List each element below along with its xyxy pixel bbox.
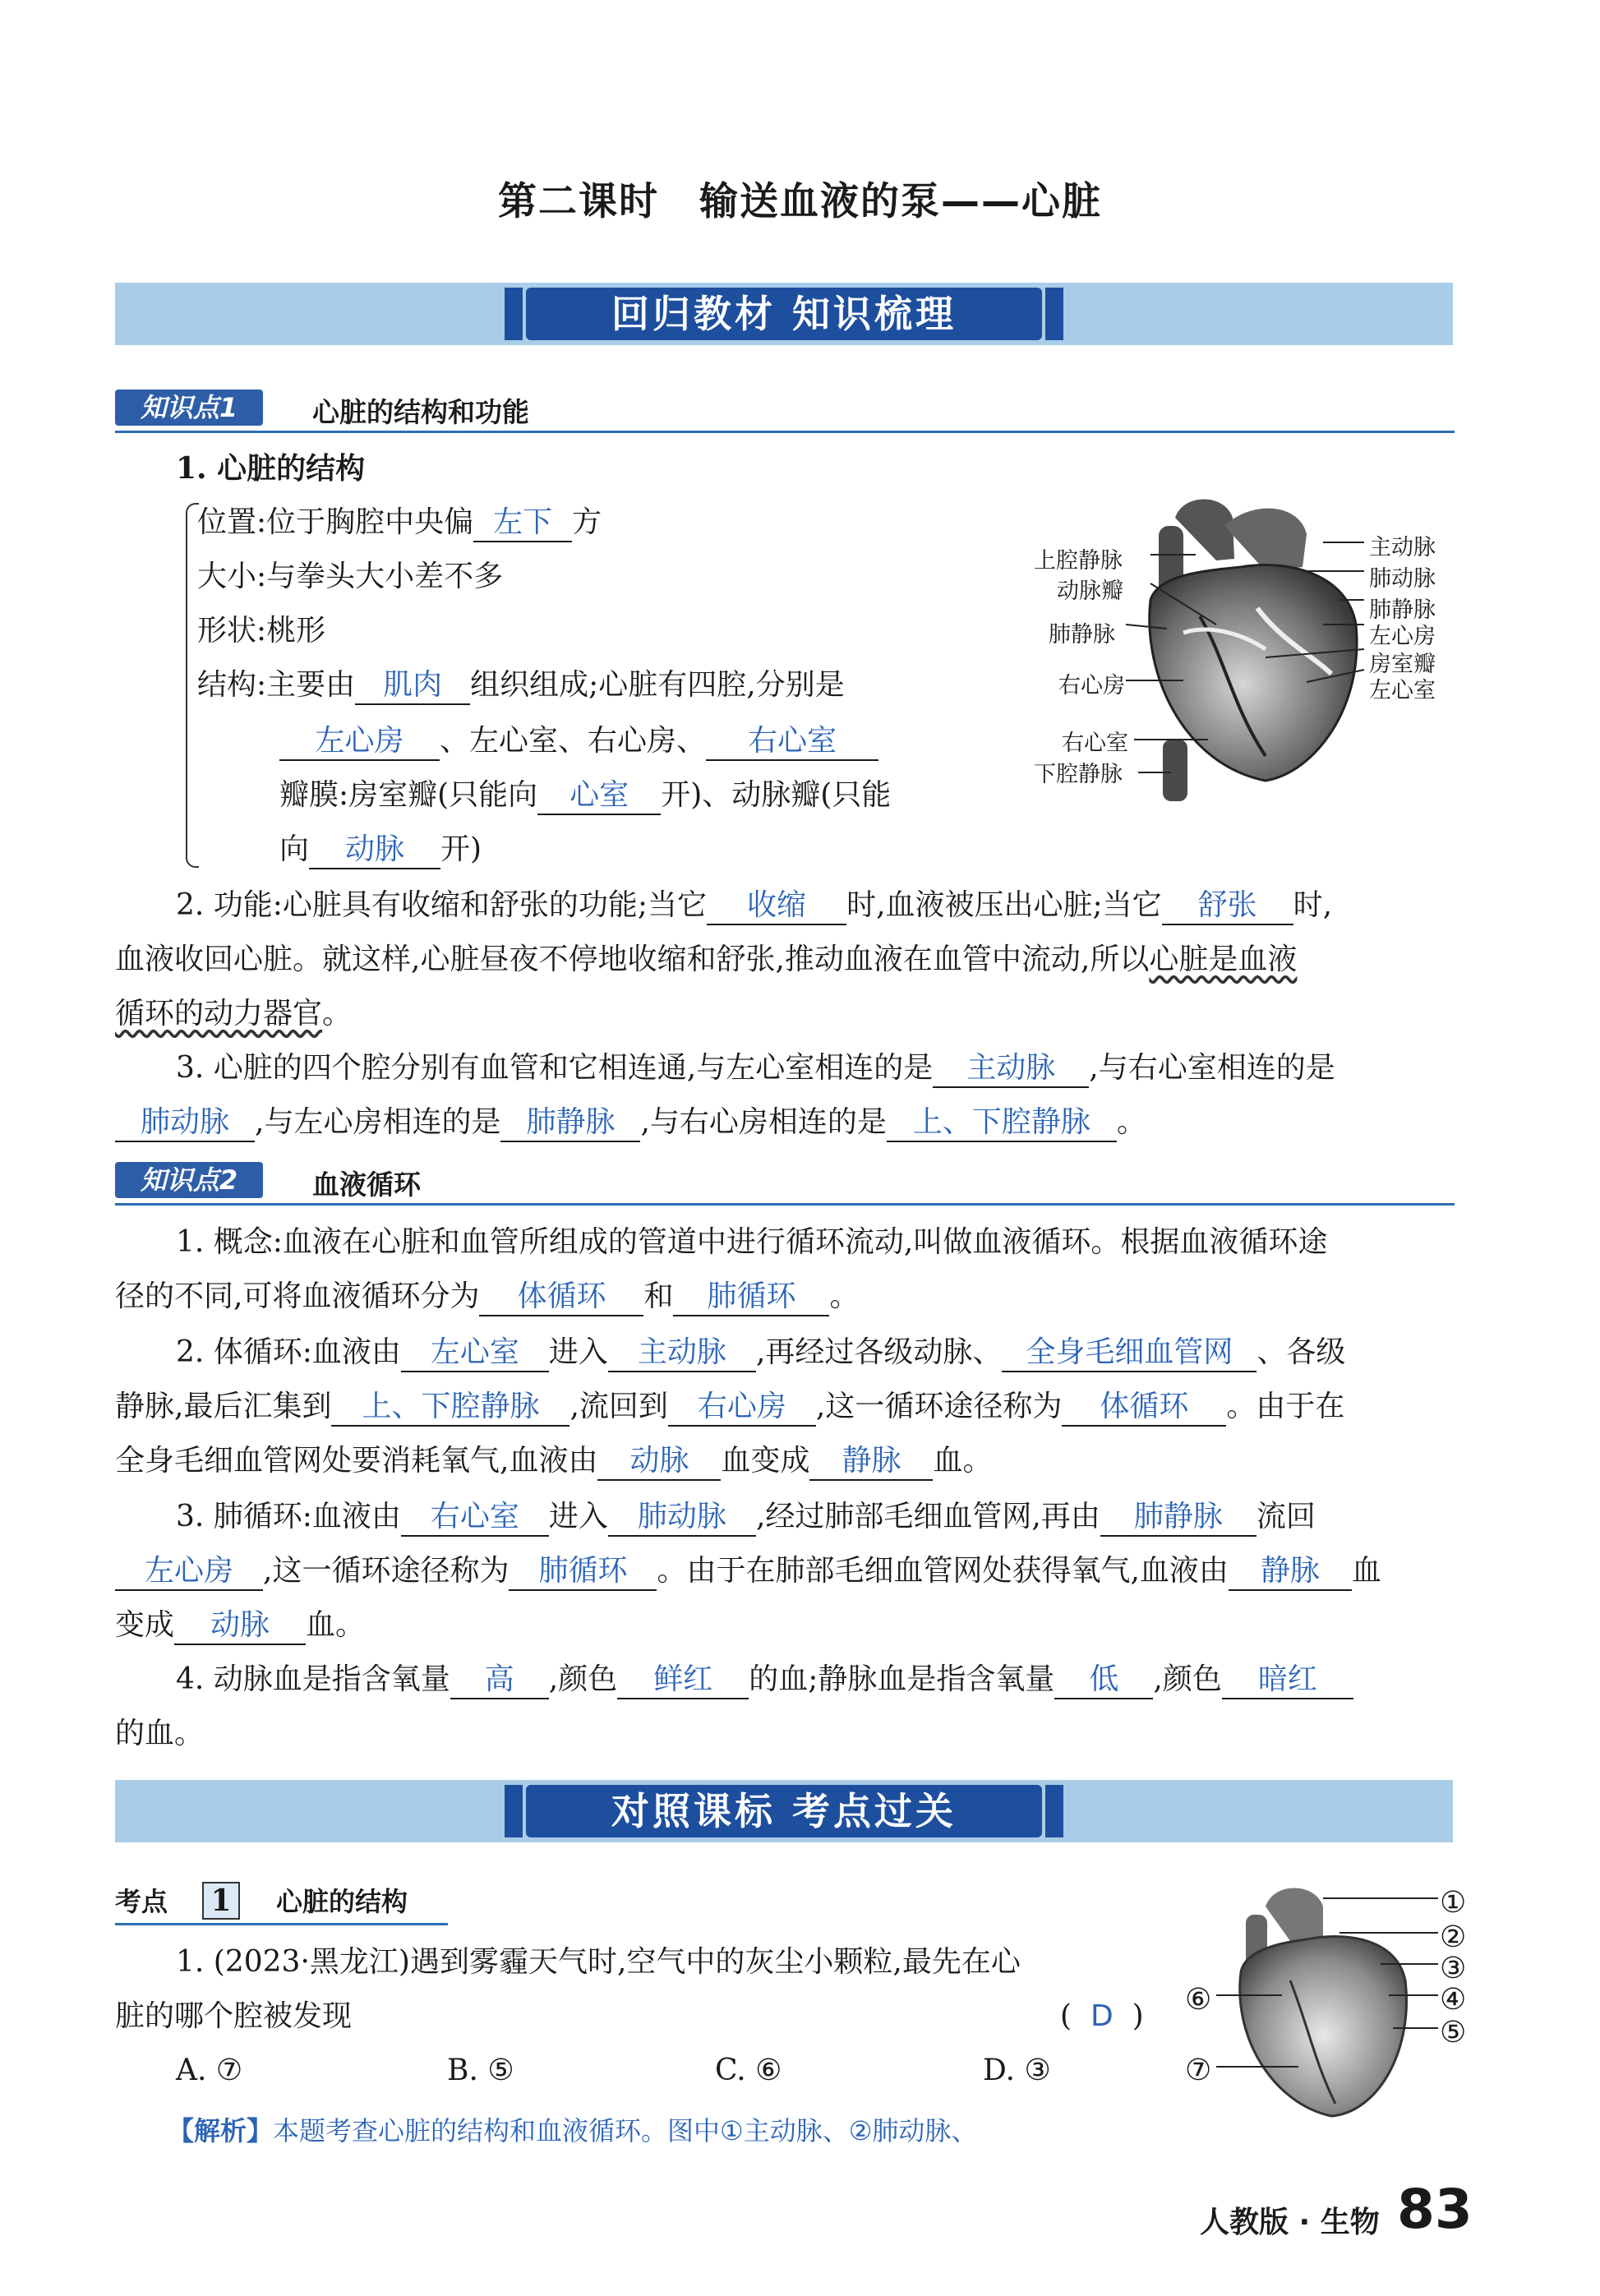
systemic-line-1: 2. 体循环:血液由 左心室 进入 主动脉 ,再经过各级动脉、 全身毛细血管网 、各级: [176, 1335, 1345, 1372]
section-title: 对照课标 考点过关: [526, 1785, 1042, 1837]
answer-blank: 收缩: [707, 888, 846, 925]
answer-blank: 肺动脉: [608, 1499, 756, 1537]
answer-blank: 左心房: [115, 1553, 263, 1591]
answer-blank: 全身毛细血管网: [1002, 1335, 1256, 1372]
answer-blank: 体循环: [1062, 1389, 1226, 1427]
answer-blank: 右心房: [668, 1389, 816, 1427]
analysis: 【解析】本题考查心脏的结构和血液循环。图中①主动脉、②肺动脉、: [168, 2115, 978, 2146]
pulmonary-line-3: 变成 动脉 血。: [115, 1607, 365, 1645]
answer-blank: 心室: [537, 777, 661, 815]
option-b: B. ⑤: [447, 2054, 514, 2087]
answer-blank: 左心房: [279, 723, 440, 761]
function-line-3: 循环的动力器官。: [115, 997, 353, 1030]
answer-blank: 动脉: [597, 1443, 721, 1481]
answer-blank: 肌肉: [355, 667, 470, 705]
diagram-number: ⑤: [1440, 2016, 1467, 2049]
concept-line-2: 径的不同,可将血液循环分为 体循环 和 肺循环 。: [115, 1279, 859, 1316]
function-line-1: 2. 功能:心脏具有收缩和舒张的功能;当它 收缩 时,血液被压出心脏;当它 舒张 时,: [176, 888, 1332, 925]
function-line-2: 血液收回心脏。就这样,心脏昼夜不停地收缩和舒张,推动血液在血管中流动,所以心脏是血液: [115, 943, 1298, 976]
answer-blank: 肺循环: [509, 1553, 657, 1591]
diagram-label: 左心室: [1369, 678, 1436, 703]
answer-blank: 肺静脉: [1100, 1499, 1256, 1537]
chambers-line: 左心房 、左心室、右心房、 右心室: [279, 723, 878, 761]
answer-blank: 高: [450, 1662, 549, 1699]
section-title: 回归教材 知识梳理: [526, 288, 1042, 340]
heart-diagram-numbered: [1200, 1882, 1463, 2128]
pulmonary-line-1: 3. 肺循环:血液由 右心室 进入 肺动脉 ,经过肺部毛细血管网,再由 肺静脉 流回: [176, 1499, 1316, 1537]
shape-line: 形状:桃形: [197, 614, 326, 648]
question-line-1: 1. (2023·黑龙江)遇到雾霾天气时,空气中的灰尘小颗粒,最先在心: [176, 1945, 1021, 1979]
diagram-label: 动脉瓣: [1057, 579, 1123, 604]
connections-line-1: 3. 心脏的四个腔分别有血管和它相连通,与左心室相连的是 主动脉 ,与右心室相连的是: [176, 1050, 1335, 1088]
diagram-label: 主动脉: [1369, 535, 1436, 560]
answer-blank: 左心室: [401, 1335, 549, 1372]
diagram-number: ⑥: [1185, 1983, 1212, 2017]
page-number: 83: [1397, 2178, 1473, 2241]
answer-blank: 体循环: [479, 1279, 643, 1316]
answer-blank: 左下: [473, 505, 572, 542]
diagram-label: 上腔静脉: [1034, 548, 1123, 574]
analysis-tag: 【解析】: [168, 2115, 274, 2146]
knowledge-point-header: [115, 388, 1455, 433]
diagram-label: 右心室: [1062, 731, 1128, 756]
answer-blank: 动脉: [174, 1607, 306, 1645]
answer-blank: 主动脉: [608, 1335, 756, 1372]
exam-point-number: 1: [202, 1882, 240, 1920]
option-a: A. ⑦: [176, 2054, 243, 2087]
diagram-label: 左心房: [1369, 624, 1436, 649]
answer-blank: 肺循环: [673, 1279, 829, 1316]
diagram-label: 肺静脉: [1049, 622, 1115, 648]
diagram-number: ④: [1440, 1983, 1467, 2017]
diagram-label: 房室瓣: [1369, 652, 1436, 677]
blood-type-line-2: 的血。: [115, 1717, 205, 1750]
answer-blank: 静脉: [809, 1443, 933, 1481]
answer-blank: 肺动脉: [115, 1104, 255, 1142]
option-d: D. ③: [983, 2054, 1051, 2087]
concept-line-1: 1. 概念:血液在心脏和血管所组成的管道中进行循环流动,叫做血液循环。根据血液循环途: [176, 1225, 1328, 1259]
answer-blank: 右心室: [401, 1499, 549, 1537]
size-line: 大小:与拳头大小差不多: [197, 560, 504, 593]
section-banner: [115, 283, 1453, 345]
systemic-line-3: 全身毛细血管网处要消耗氧气,血液由 动脉 血变成 静脉 血。: [115, 1443, 992, 1481]
knowledge-point-tag: 知识点1: [115, 390, 263, 426]
pulmonary-line-2: 左心房 ,这一循环途径称为 肺循环 。由于在肺部毛细血管网处获得氧气,血液由 静脉 血: [115, 1553, 1381, 1591]
answer-blank: 动脉: [309, 832, 440, 869]
answer-blank: 上、下腔静脉: [331, 1389, 569, 1427]
position-line: 位置:位于胸腔中央偏 左下 方: [197, 505, 602, 542]
question-answer: ( D ): [1060, 1999, 1144, 2033]
answer-blank: 鲜红: [617, 1662, 749, 1699]
knowledge-point-title: 血液循环: [312, 1169, 421, 1201]
question-line-2: 脏的哪个腔被发现: [115, 1999, 353, 2033]
option-c: C. ⑥: [715, 2054, 782, 2087]
connections-line-2: 肺动脉 ,与左心房相连的是 肺静脉 ,与右心房相连的是 上、下腔静脉 。: [115, 1104, 1146, 1142]
answer-blank: 肺静脉: [500, 1104, 640, 1142]
valve-line: 瓣膜:房室瓣(只能向 心室 开)、动脉瓣(只能: [279, 777, 891, 815]
structure-line: 结构:主要由 肌肉 组织组成;心脏有四腔,分别是: [197, 667, 845, 705]
knowledge-point-header: [115, 1160, 1455, 1206]
diagram-number: ③: [1440, 1952, 1467, 1985]
footer-edition: 人教版 · 生物: [1200, 2206, 1380, 2239]
diagram-label: 肺动脉: [1369, 566, 1436, 592]
answer-blank: 舒张: [1162, 888, 1293, 925]
answer-blank: 主动脉: [933, 1050, 1089, 1088]
blood-type-line-1: 4. 动脉血是指含氧量 高 ,颜色 鲜红 的血;静脉血是指含氧量 低 ,颜色 暗红: [176, 1662, 1353, 1699]
answer-blank: 右心室: [706, 723, 878, 761]
answer-blank: 上、下腔静脉: [887, 1104, 1117, 1142]
valve-line-2: 向 动脉 开): [279, 832, 482, 869]
exam-point-header: 考点 1 心脏的结构: [115, 1882, 448, 1925]
diagram-number: ①: [1440, 1886, 1467, 1920]
structure-heading: 1. 心脏的结构: [176, 451, 366, 486]
diagram-number: ⑦: [1185, 2054, 1212, 2087]
diagram-number: ②: [1440, 1920, 1467, 1954]
section-banner: [115, 1780, 1453, 1842]
answer-blank: 静脉: [1229, 1553, 1352, 1591]
diagram-label: 下腔静脉: [1034, 762, 1123, 787]
systemic-line-2: 静脉,最后汇集到 上、下腔静脉 ,流回到 右心房 ,这一循环途径称为 体循环 。由于在: [115, 1389, 1344, 1427]
page-title: 第二课时 输送血液的泵——心脏: [498, 179, 1102, 224]
answer-blank: 低: [1054, 1662, 1153, 1699]
knowledge-point-tag: 知识点2: [115, 1162, 263, 1198]
diagram-label: 肺静脉: [1369, 597, 1436, 623]
knowledge-point-title: 心脏的结构和功能: [312, 396, 529, 428]
answer-blank: 暗红: [1222, 1662, 1353, 1699]
diagram-label: 右心房: [1058, 673, 1125, 698]
